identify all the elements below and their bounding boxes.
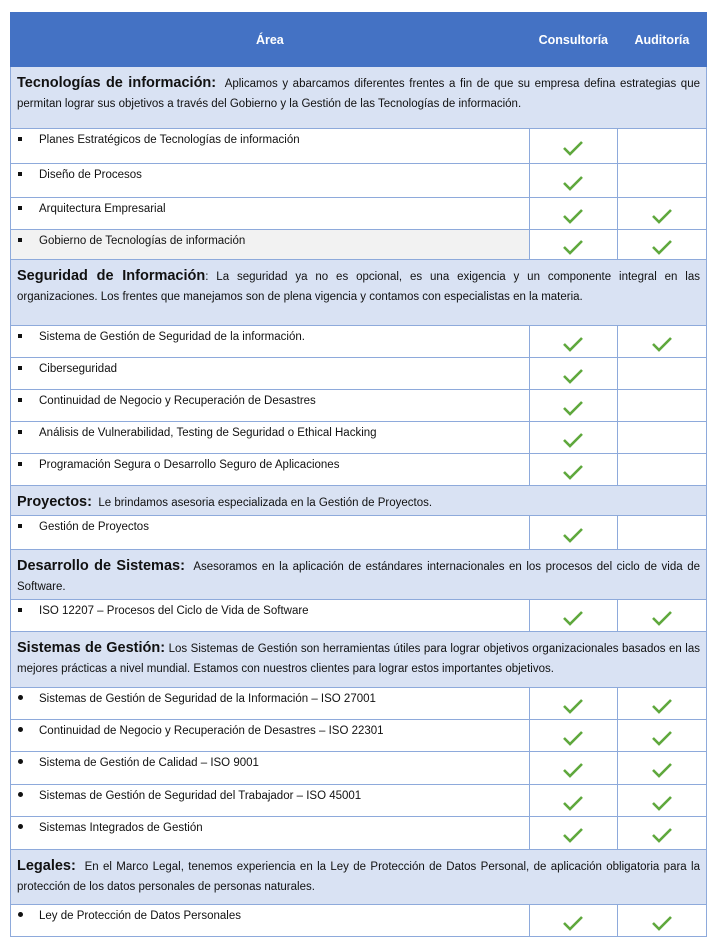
check-icon — [562, 915, 584, 931]
table-row — [11, 422, 707, 454]
table-row — [11, 817, 707, 850]
item-label: Sistemas de Gestión de Seguridad de la Información – ISO 27001 — [39, 693, 376, 705]
check-icon — [562, 762, 584, 778]
check-icon — [562, 208, 584, 224]
consultoria-cell — [529, 516, 617, 550]
check-icon — [562, 336, 584, 352]
section-description: Asesoramos en la aplicación de estándares internacionales en los procesos del ciclo de vida de Software. — [17, 561, 700, 593]
section-cell — [11, 260, 707, 326]
item-label-cell — [11, 752, 530, 785]
section-title: Proyectos: — [17, 494, 92, 510]
item-label: ISO 12207 – Procesos del Ciclo de Vida de Software — [39, 605, 309, 617]
round-bullet-icon — [17, 819, 39, 837]
square-bullet-icon — [17, 328, 39, 346]
square-bullet-icon — [17, 424, 39, 442]
consultoria-cell — [529, 164, 617, 198]
consultoria-cell — [529, 326, 617, 358]
check-icon — [651, 208, 673, 224]
auditoria-cell — [617, 358, 706, 390]
item-label-cell — [11, 198, 530, 230]
table-body — [11, 67, 707, 937]
table-row — [11, 688, 707, 720]
item-label-cell — [11, 326, 530, 358]
table-row — [11, 390, 707, 422]
consultoria-cell — [529, 230, 617, 260]
consultoria-cell — [529, 688, 617, 720]
section-title: Sistemas de Gestión: — [17, 640, 166, 656]
square-bullet-icon — [17, 456, 39, 474]
consultoria-cell — [529, 422, 617, 454]
section-title: Desarrollo de Sistemas: — [17, 558, 185, 574]
square-bullet-icon — [17, 392, 39, 410]
auditoria-cell — [617, 422, 706, 454]
item-label-cell — [11, 688, 530, 720]
item-label-cell — [11, 129, 530, 164]
auditoria-cell — [617, 785, 706, 817]
table-row — [11, 454, 707, 486]
item-label-cell — [11, 817, 530, 850]
section-cell — [11, 486, 707, 516]
section-description: Le brindamos asesoria especializada en la Gestión de Proyectos. — [98, 497, 433, 509]
table-header-row — [11, 13, 707, 67]
item-label: Sistema de Gestión de Calidad – ISO 9001 — [39, 757, 259, 769]
consultoria-cell — [529, 817, 617, 850]
section-row-desarrollo — [11, 550, 707, 600]
auditoria-cell — [617, 129, 706, 164]
section-title: Legales: — [17, 858, 76, 874]
item-label: Ley de Protección de Datos Personales — [39, 910, 242, 922]
table-row — [11, 230, 707, 260]
check-icon — [562, 239, 584, 255]
section-title: Tecnologías de información: — [17, 75, 217, 91]
item-label: Continuidad de Negocio y Recuperación de Desastres – ISO 22301 — [39, 725, 384, 737]
check-icon — [651, 730, 673, 746]
square-bullet-icon — [17, 602, 39, 620]
table-row — [11, 600, 707, 632]
table-row — [11, 164, 707, 198]
auditoria-cell — [617, 164, 706, 198]
check-icon — [562, 140, 584, 156]
check-icon — [651, 762, 673, 778]
check-icon — [562, 827, 584, 843]
auditoria-cell — [617, 720, 706, 752]
auditoria-cell — [617, 752, 706, 785]
consultoria-cell — [529, 752, 617, 785]
table-row — [11, 516, 707, 550]
item-label-cell — [11, 454, 530, 486]
section-cell — [11, 67, 707, 129]
item-label-cell — [11, 390, 530, 422]
item-label-cell — [11, 600, 530, 632]
auditoria-cell — [617, 905, 706, 937]
check-icon — [562, 432, 584, 448]
item-label: Arquitectura Empresarial — [39, 203, 166, 215]
check-icon — [651, 915, 673, 931]
section-row-legales — [11, 850, 707, 905]
section-cell — [11, 632, 707, 688]
check-icon — [651, 827, 673, 843]
round-bullet-icon — [17, 787, 39, 805]
table-row — [11, 905, 707, 937]
section-description: Los Sistemas de Gestión son herramientas útiles para lograr objetivos organizacionales basados en las mejores prácticas a nivel mundial. Estamos con nuestros clientes para lograr estos importantes objetivos. — [17, 643, 700, 675]
table-row — [11, 785, 707, 817]
item-label: Ciberseguridad — [39, 363, 117, 375]
check-icon — [562, 400, 584, 416]
round-bullet-icon — [17, 690, 39, 708]
item-label: Programación Segura o Desarrollo Seguro de Aplicaciones — [39, 459, 340, 471]
square-bullet-icon — [17, 518, 39, 536]
item-label: Diseño de Procesos — [39, 169, 142, 181]
consultoria-cell — [529, 785, 617, 817]
table-row — [11, 326, 707, 358]
item-label-cell — [11, 358, 530, 390]
section-description: Aplicamos y abarcamos diferentes frentes a fin de que su empresa defina estrategias que permitan lograr sus objetivos a través del Gobierno y la Gestión de las Tecnologías de información. — [17, 78, 700, 110]
item-label-cell — [11, 905, 530, 937]
square-bullet-icon — [17, 360, 39, 378]
consultoria-cell — [529, 129, 617, 164]
section-cell — [11, 850, 707, 905]
check-icon — [562, 610, 584, 626]
table-row — [11, 129, 707, 164]
auditoria-cell — [617, 230, 706, 260]
consultoria-cell — [529, 600, 617, 632]
section-row-tecnologias — [11, 67, 707, 129]
round-bullet-icon — [17, 722, 39, 740]
round-bullet-icon — [17, 754, 39, 772]
consultoria-cell — [529, 720, 617, 752]
section-description: : La seguridad ya no es opcional, es una exigencia y un componente integral en las organizaciones. Los frentes que manejamos son de plena vigencia y contamos con especialistas en la materia. — [17, 271, 700, 303]
services-table — [10, 12, 707, 937]
item-label: Gobierno de Tecnologías de información — [39, 235, 246, 247]
consultoria-cell — [529, 905, 617, 937]
item-label: Análisis de Vulnerabilidad, Testing de Seguridad o Ethical Hacking — [39, 427, 377, 439]
table-row — [11, 198, 707, 230]
item-label: Planes Estratégicos de Tecnologías de información — [39, 134, 300, 146]
header-area: Área — [11, 13, 530, 67]
auditoria-cell — [617, 516, 706, 550]
square-bullet-icon — [17, 166, 39, 184]
check-icon — [562, 698, 584, 714]
check-icon — [651, 610, 673, 626]
section-title: Seguridad de Información — [17, 268, 206, 284]
header-consultoria: Consultoría — [529, 13, 617, 67]
auditoria-cell — [617, 326, 706, 358]
auditoria-cell — [617, 198, 706, 230]
square-bullet-icon — [17, 232, 39, 250]
item-label-cell — [11, 516, 530, 550]
table-row — [11, 358, 707, 390]
item-label-cell — [11, 422, 530, 454]
item-label: Sistema de Gestión de Seguridad de la información. — [39, 331, 305, 343]
header-auditoria: Auditoría — [617, 13, 706, 67]
check-icon — [562, 795, 584, 811]
auditoria-cell — [617, 600, 706, 632]
item-label: Sistemas Integrados de Gestión — [39, 822, 203, 834]
square-bullet-icon — [17, 131, 39, 149]
consultoria-cell — [529, 198, 617, 230]
check-icon — [651, 698, 673, 714]
check-icon — [562, 464, 584, 480]
section-description: En el Marco Legal, tenemos experiencia en la Ley de Protección de Datos Personal, de aplicación obligatoria para la protección de los datos personales de personas naturales. — [17, 861, 700, 893]
consultoria-cell — [529, 454, 617, 486]
consultoria-cell — [529, 358, 617, 390]
round-bullet-icon — [17, 907, 39, 925]
auditoria-cell — [617, 454, 706, 486]
table-row — [11, 720, 707, 752]
check-icon — [562, 527, 584, 543]
item-label: Continuidad de Negocio y Recuperación de Desastres — [39, 395, 316, 407]
square-bullet-icon — [17, 200, 39, 218]
check-icon — [651, 239, 673, 255]
section-row-sistemas-gestion — [11, 632, 707, 688]
auditoria-cell — [617, 817, 706, 850]
item-label-cell — [11, 164, 530, 198]
check-icon — [562, 730, 584, 746]
check-icon — [562, 368, 584, 384]
section-cell — [11, 550, 707, 600]
item-label-cell — [11, 785, 530, 817]
item-label-cell — [11, 230, 530, 260]
consultoria-cell — [529, 390, 617, 422]
auditoria-cell — [617, 390, 706, 422]
check-icon — [562, 175, 584, 191]
auditoria-cell — [617, 688, 706, 720]
item-label: Sistemas de Gestión de Seguridad del Trabajador – ISO 45001 — [39, 790, 362, 802]
check-icon — [651, 795, 673, 811]
table-row — [11, 752, 707, 785]
item-label: Gestión de Proyectos — [39, 521, 149, 533]
check-icon — [651, 336, 673, 352]
item-label-cell — [11, 720, 530, 752]
section-row-proyectos — [11, 486, 707, 516]
section-row-seguridad — [11, 260, 707, 326]
